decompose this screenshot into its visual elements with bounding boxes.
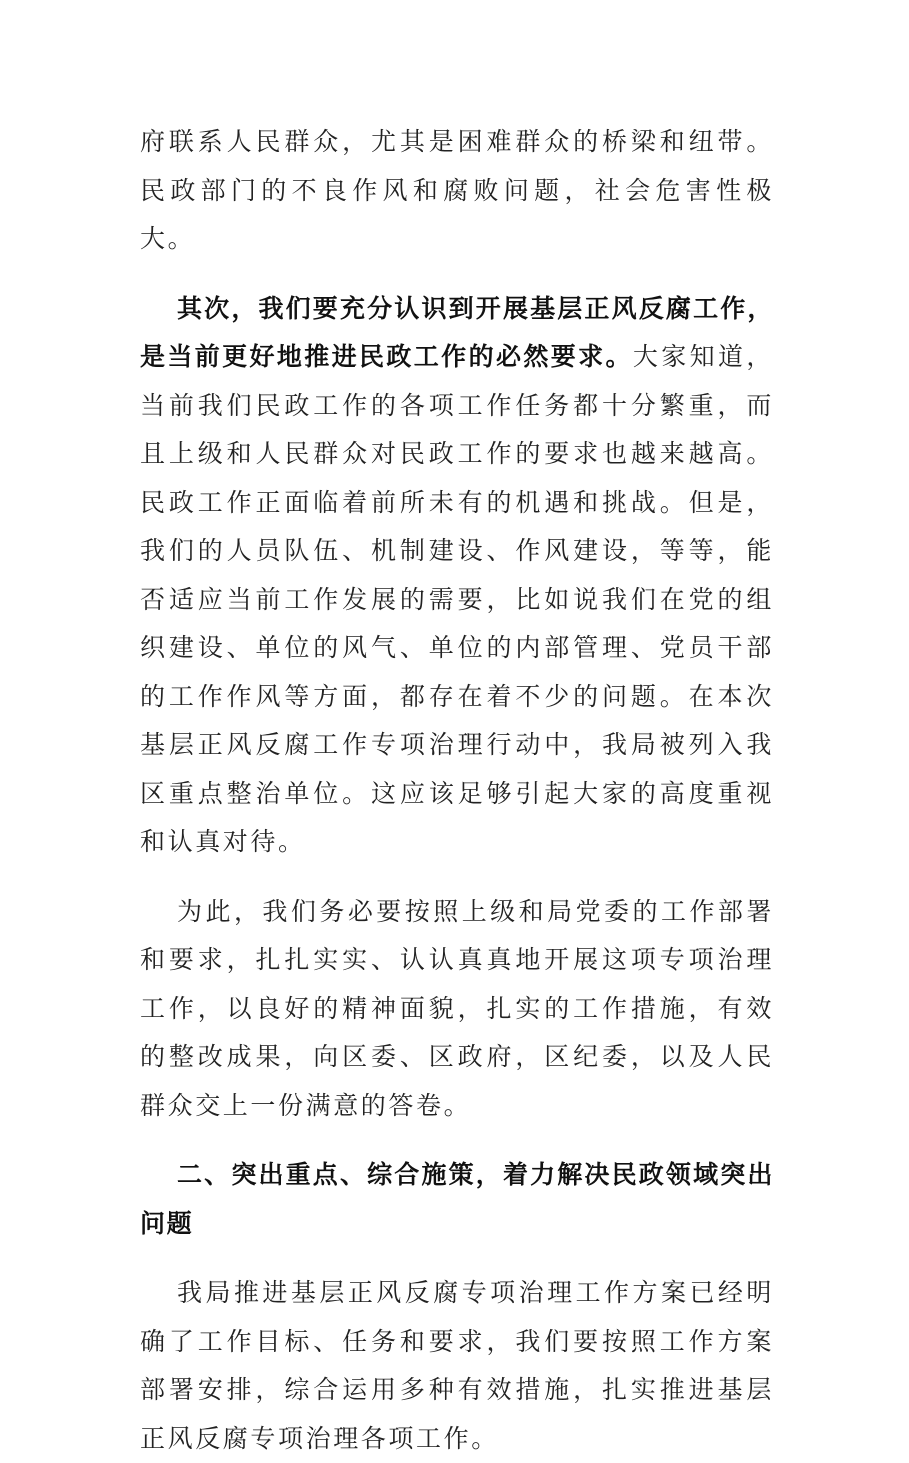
paragraph-4: 我局推进基层正风反腐专项治理工作方案已经明确了工作目标、任务和要求，我们要按照工作方案部署安排，综合运用多种有效措施，扎实推进基层正风反腐专项治理各项工作。 bbox=[140, 1278, 774, 1453]
section-heading-2: 二、突出重点、综合施策，着力解决民政领域突出问题 bbox=[140, 1160, 774, 1238]
paragraph-2-body: 大家知道，当前我们民政工作的各项工作任务都十分繁重，而且上级和人民群众对民政工作的要求也越来越高。民政工作正面临着前所未有的机遇和挑战。但是，我们的人员队伍、机制建设、作风建设，等等，能否适应当前工作发展的需要，比如说我们在党的组织建设、单位的风气、单位的内部管理、党员干部的工作作风等方面，都存在着不少的问题。在本次基层正风反腐工作专项治理行动中，我局被列入我区重点整治单位。这应该足够引起大家的高度重视和认真对待。 bbox=[140, 342, 774, 856]
paragraph-2-lead: 其次，我们要充分认识到开展基层正风反腐工作，是当前更好地推进民政工作的必然要求。 bbox=[140, 293, 774, 371]
paragraph-2 bbox=[140, 285, 774, 867]
paragraph-3: 为此，我们务必要按照上级和局党委的工作部署和要求，扎扎实实、认认真真地开展这项专项治理工作，以良好的精神面貌，扎实的工作措施，有效的整改成果，向区委、区政府，区纪委，以及人民群众交上一份满意的答卷。 bbox=[140, 896, 774, 1120]
document-body bbox=[140, 118, 774, 1463]
paragraph-1: 府联系人民群众，尤其是困难群众的桥梁和纽带。民政部门的不良作风和腐败问题，社会危害性极大。 bbox=[140, 127, 774, 253]
